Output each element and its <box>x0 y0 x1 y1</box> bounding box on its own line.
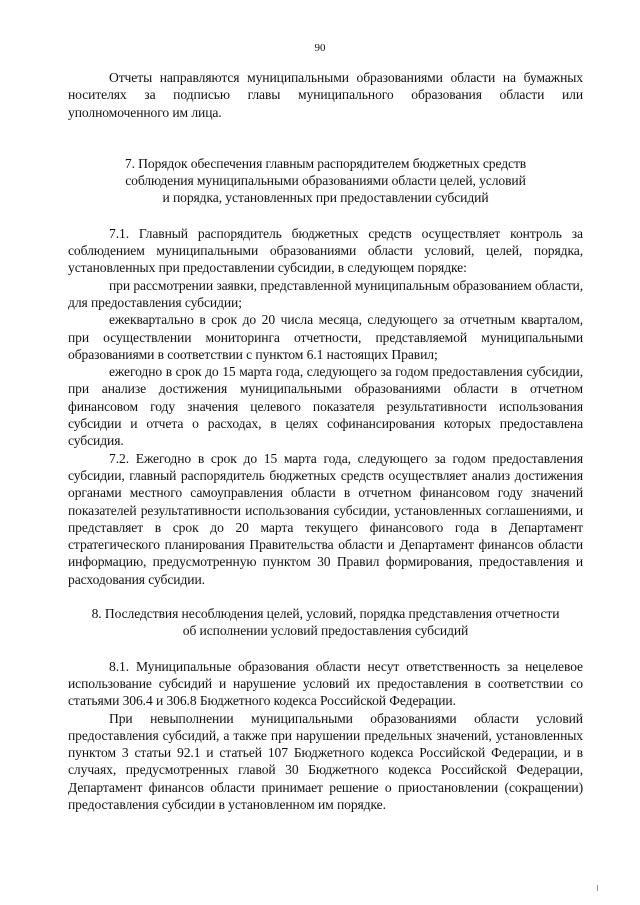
document-body <box>68 69 583 813</box>
page-number: 90 <box>314 42 326 54</box>
intro-paragraph: Отчеты направляются муниципальными образованиями области на бумажных носителях за подписью главы муниципального образования области или уполномоченного им лица. <box>68 70 583 120</box>
section-heading-line: об исполнении условий предоставления субсидий <box>182 623 469 639</box>
list-item-quarterly-monitoring: ежеквартально в срок до 20 числа месяца, следующего за отчетным кварталом, при осуществлении мониторинга отчетности, представляемой муниципальными образованиями в соответствии с пунктом 6.1 настоящих Правил; <box>68 312 583 362</box>
section-8-heading <box>68 605 583 640</box>
section-heading-line: и порядка, установленных при предоставлении субсидий <box>162 190 489 206</box>
paragraph-8-suspension: При невыполнении муниципальными образованиями области условий предоставления субсидий, а также при нарушении предельных значений, установленных пунктом 3 статьи 92.1 и статьей 107 Бюджетного кодекса Российской Федерации, и в случаях, предусмотренных главой 30 Бюджетного кодекса Российской Федерации, Департамент финансов области принимает решение о приостановлении (сокращении) предоставления субсидии в установленном им порядке. <box>68 710 583 812</box>
paragraph-8-1: 8.1. Муниципальные образования области несут ответственность за нецелевое использование субсидий и нарушение условий их предоставления в соответствии со статьями 306.4 и 306.8 Бюджетного кодекса Российской Федерации. <box>68 658 583 709</box>
scan-artifact <box>597 885 598 891</box>
paragraph-7-1: 7.1. Главный распорядитель бюджетных средств осуществляет контроль за соблюдением муниципальными образованиями области условий, целей, порядка, установленных при предоставлении субсидии, в следующем порядке: <box>68 225 583 276</box>
section-heading-line: 7. Порядок обеспечения главным распорядителем бюджетных средств <box>124 155 527 171</box>
section-heading-line: 8. Последствия несоблюдения целей, условий, порядка представления отчетности <box>91 606 560 622</box>
paragraph-7-2: 7.2. Ежегодно в срок до 15 марта года, следующего за годом предоставления субсидии, главный распорядитель бюджетных средств осуществляет анализ достижения органами местного самоуправления области в отчетном финансовом году значений показателей результативности использования субсидии, установленных соглашениями, и представляет в срок до 20 марта текущего финансового года в Департамент стратегического планирования Правительства области и Департамент финансов области информацию, предусмотренную пунктом 30 Правил формирования, предоставления и расходования субсидии. <box>68 450 583 587</box>
section-heading-line: соблюдения муниципальными образованиями области целей, условий <box>125 173 526 189</box>
section-7-heading <box>68 155 583 207</box>
list-item-application-review: при рассмотрении заявки, представленной муниципальным образованием области, для предоставления субсидии; <box>68 277 584 310</box>
list-item-annual-analysis: ежегодно в срок до 15 марта года, следующего за годом предоставления субсидии, при анализе достижения муниципальными образованиями области в отчетном финансовом году значения целевого показателя результативности использования субсидии и отчета о расходах, в целях софинансирования которых предоставлена субсидия. <box>68 364 583 449</box>
